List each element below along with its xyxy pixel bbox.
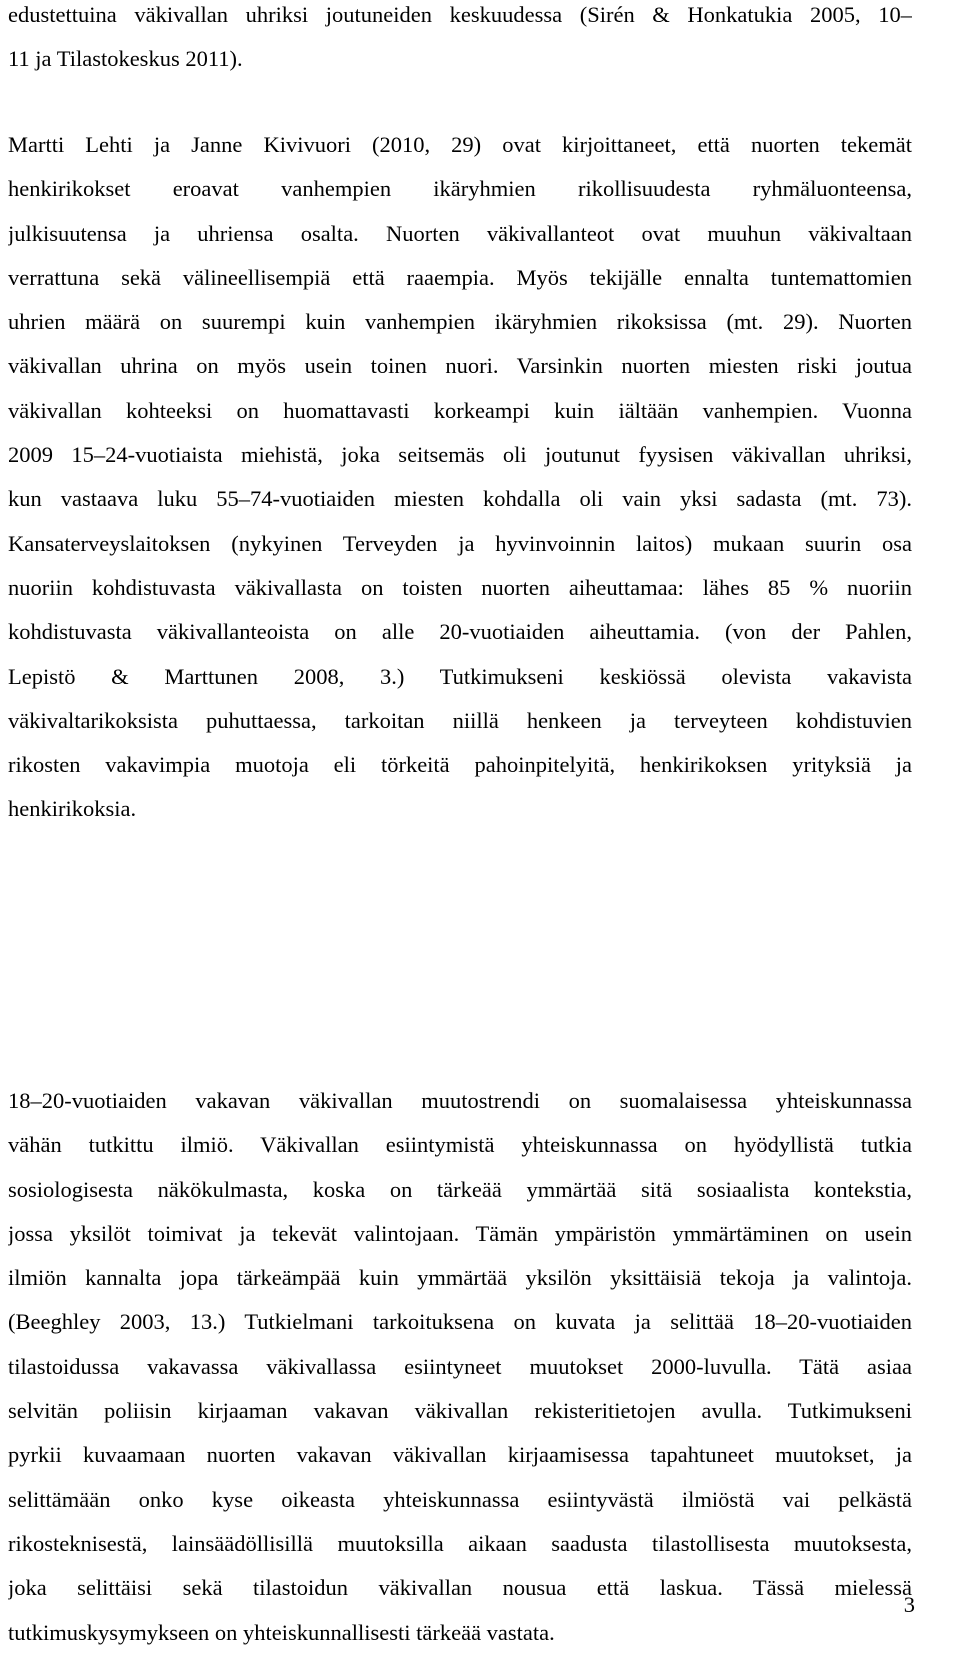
text-line: 11 ja Tilastokeskus 2011). [8,46,243,72]
text-line: rikosten vakavimpia muotoja eli törkeitä pahoinpitelyitä, henkirikoksen yrityksiä ja [8,752,912,778]
text-line: ilmiön kannalta jopa tärkeämpää kuin ymmärtää yksilön yksittäisiä tekoja ja valintoja. [8,1265,912,1291]
text-line: uhrien määrä on suurempi kuin vanhempien ikäryhmien rikoksissa (mt. 29). Nuorten [8,309,912,335]
text-line: 18–20-vuotiaiden vakavan väkivallan muutostrendi on suomalaisessa yhteiskunnassa [8,1088,912,1113]
text-line: kun vastaava luku 55–74-vuotiaiden miesten kohdalla oli vain yksi sadasta (mt. 73). [8,486,912,512]
text-line: henkirikoksia. [8,796,137,822]
text-line: 2009 15–24-vuotiaista miehistä, joka seitsemäs oli joutunut fyysisen väkivallan uhriksi, [8,442,912,468]
paragraph-1 [8,0,912,82]
text-line: tilastoidussa vakavassa väkivallassa esiintyneet muutokset 2000-luvulla. Tätä asiaa [8,1353,912,1379]
text-line: jossa yksilöt toimivat ja tekevät valintojaan. Tämän ympäristön ymmärtäminen on usein [8,1220,912,1246]
text-line: nuoriin kohdistuvasta väkivallasta on toisten nuorten aiheuttamaa: lähes 85 % nuoriin [8,574,912,600]
text-line: selvitän poliisin kirjaaman vakavan väkivallan rekisteritietojen avulla. Tutkimukseni [8,1398,912,1424]
page-number: 3 [903,1592,915,1617]
text-line: joka selittäisi sekä tilastoidun väkivallan nousua että laskua. Tässä mielessä [8,1575,912,1601]
text-line: selittämään onko kyse oikeasta yhteiskunnassa esiintyvästä ilmiöstä vai pelkästä [8,1486,912,1512]
text-line: väkivaltarikoksista puhuttaessa, tarkoitan niillä henkeen ja terveyteen kohdistuvien [8,707,912,733]
text-line: julkisuutensa ja uhriensa osalta. Nuorten väkivallanteot ovat muuhun väkivaltaan [8,220,912,246]
text-line: pyrkii kuvaamaan nuorten vakavan väkivallan kirjaamisessa tapahtuneet muutokset, ja [8,1442,912,1468]
paragraph-2 [8,123,912,832]
text-line: Kansaterveyslaitoksen (nykyinen Terveyden ja hyvinvoinnin laitos) mukaan suurin osa [8,530,912,556]
text-line: sosiologisesta näkökulmasta, koska on tärkeää ymmärtää sitä sosiaalista kontekstia, [8,1176,912,1202]
text-line: väkivallan uhrina on myös usein toinen nuori. Varsinkin nuorten miesten riski joutua [8,353,912,379]
text-line: Lepistö & Marttunen 2008, 3.) Tutkimukseni keskiössä olevista vakavista [8,663,912,689]
text-line: henkirikokset eroavat vanhempien ikäryhmien rikollisuudesta ryhmäluonteensa, [8,176,912,202]
text-line: rikosteknisestä, lainsäädöllisillä muutoksilla aikaan saadusta tilastollisesta muutoksesta, [8,1530,912,1556]
text-line: väkivallan kohteeksi on huomattavasti korkeampi kuin iältään vanhempien. Vuonna [8,397,912,423]
text-line: verrattuna sekä välineellisempiä että raaempia. Myös tekijälle ennalta tuntemattomien [8,264,912,290]
text-line: vähän tutkittu ilmiö. Väkivallan esiintymistä yhteiskunnassa on hyödyllistä tutkia [8,1132,912,1158]
text-line: Martti Lehti ja Janne Kivivuori (2010, 29) ovat kirjoittaneet, että nuorten tekemät [8,132,912,157]
paragraph-3 [8,1079,912,1655]
text-line: edustettuina väkivallan uhriksi joutuneiden keskuudessa (Sirén & Honkatukia 2005, 10– [8,2,912,27]
text-line: kohdistuvasta väkivallanteoista on alle 20-vuotiaiden aiheuttamia. (von der Pahlen, [8,619,912,645]
text-line: tutkimuskysymykseen on yhteiskunnallisesti tärkeää vastata. [8,1619,555,1645]
text-line: (Beeghley 2003, 13.) Tutkielmani tarkoituksena on kuvata ja selittää 18–20-vuotiaiden [8,1309,912,1335]
